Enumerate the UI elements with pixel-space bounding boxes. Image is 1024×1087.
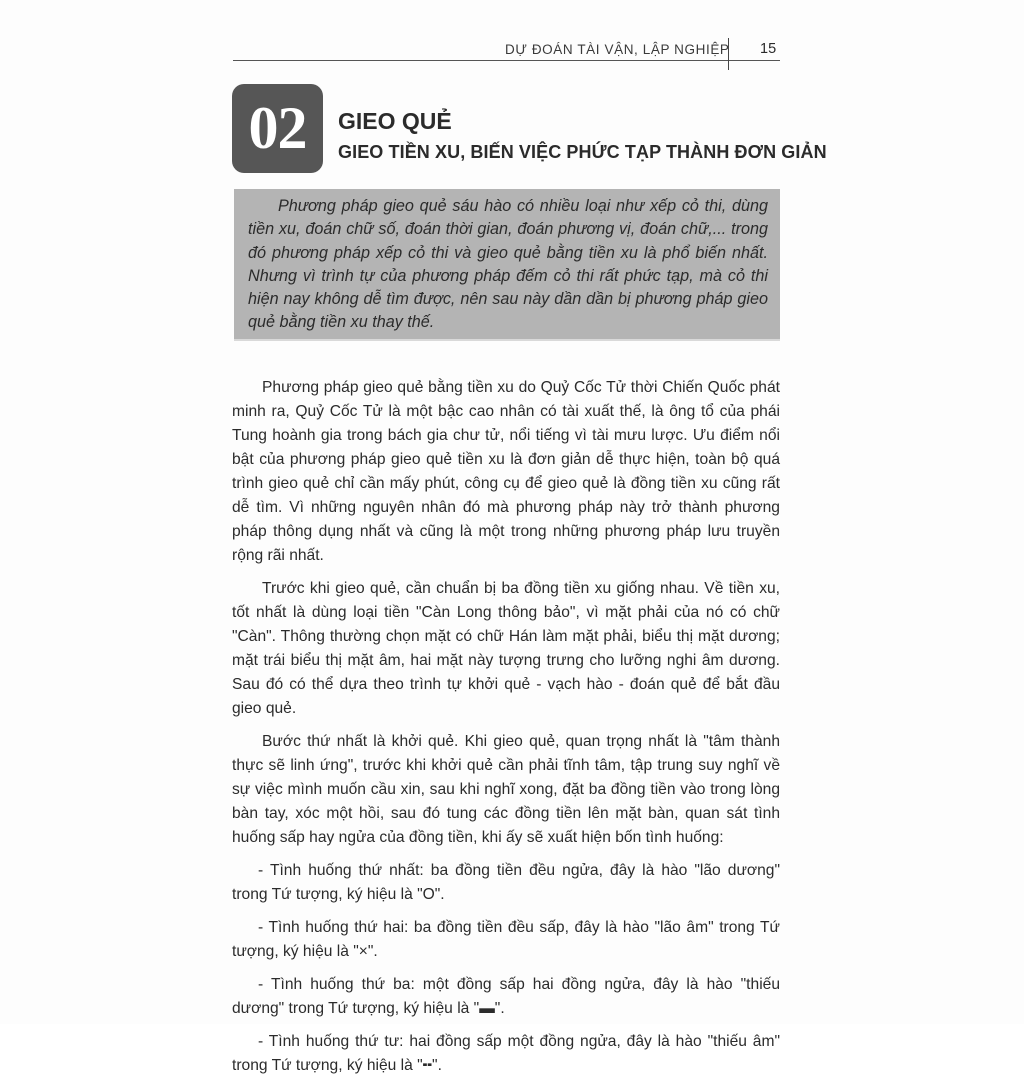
header-separator [728,38,729,70]
body-text [232,376,780,1087]
header-rule [233,60,780,61]
body-paragraph: Bước thứ nhất là khởi quẻ. Khi gieo quẻ, quan trọng nhất là "tâm thành thực sẽ linh ứng", trước khi khởi quẻ cần phải tĩnh tâm, tập trung suy nghĩ về sự việc mình muốn cầu xin, sau khi nghĩ xong, đặt ba đồng tiền vào trong lòng bàn tay, xóc một hồi, sau đó tung các đồng tiền lên mặt bàn, quan sát tình huống sấp hay ngửa của đồng tiền, khi ấy sẽ xuất hiện bốn tình huống: [232,733,780,846]
chapter-subtitle: GIEO TIỀN XU, BIẾN VIỆC PHỨC TẠP THÀNH ĐƠN GIẢN [338,142,827,162]
page-number: 15 [760,41,777,57]
intro-text: Phương pháp gieo quẻ sáu hào có nhiều loại như xếp cỏ thi, dùng tiền xu, đoán chữ số, đoán thời gian, đoán phương vị, đoán chữ,... trong đó phương pháp xếp cỏ thi và gieo quẻ bằng tiền xu là phổ biến nhất. Nhưng vì trình tự của phương pháp đếm cỏ thi rất phức tạp, mà cỏ thi hiện nay không dễ tìm được, nên sau này dần dần bị phương pháp gieo quẻ bằng tiền xu thay thế. [248,197,768,332]
case-item: - Tình huống thứ nhất: ba đồng tiền đều ngửa, đây là hào "lão dương" trong Tứ tượng, ký hiệu là "O". [232,862,780,903]
body-paragraph: Phương pháp gieo quẻ bằng tiền xu do Quỷ Cốc Tử thời Chiến Quốc phát minh ra, Quỷ Cốc Tử là một bậc cao nhân có tài xuất thế, là ông tổ của phái Tung hoành gia trong bách gia chư tử, nổi tiếng vì tài mưu lược. Ưu điểm nổi bật của phương pháp gieo quẻ tiền xu là đơn giản dễ thực hiện, toàn bộ quá trình gieo quẻ chỉ cần mấy phút, công cụ để gieo quẻ là đồng tiền xu cũng rất dễ tìm. Vì những nguyên nhân đó mà phương pháp này trở thành phương pháp thông dụng nhất và cũng là một trong những phương pháp lưu truyền rộng rãi nhất. [232,379,780,564]
chapter-number: 02 [248,95,307,161]
case-item: - Tình huống thứ ba: một đồng sấp hai đồng ngửa, đây là hào "thiếu dương" trong Tứ tượng, ký hiệu là "▬". [232,976,780,1017]
running-header-title: DỰ ĐOÁN TÀI VẬN, LẬP NGHIỆP [505,42,730,57]
chapter-number-badge [232,84,323,173]
case-item: - Tình huống thứ hai: ba đồng tiền đều sấp, đây là hào "lão âm" trong Tứ tượng, ký hiệu là "×". [232,919,780,960]
case-item: - Tình huống thứ tư: hai đồng sấp một đồng ngửa, đây là hào "thiếu âm" trong Tứ tượng, ký hiệu là "╍". [232,1033,780,1074]
chapter-title: GIEO QUẺ [338,108,452,134]
body-paragraph: Trước khi gieo quẻ, cần chuẩn bị ba đồng tiền xu giống nhau. Về tiền xu, tốt nhất là dùng loại tiền "Càn Long thông bảo", vì mặt phải của nó có chữ "Càn". Thông thường chọn mặt có chữ Hán làm mặt phải, biểu thị mặt dương; mặt trái biểu thị mặt âm, hai mặt này tượng trưng cho lưỡng nghi âm dương. Sau đó có thể dựa theo trình tự khởi quẻ - vạch hào - đoán quẻ để bắt đầu gieo quẻ. [232,580,780,717]
